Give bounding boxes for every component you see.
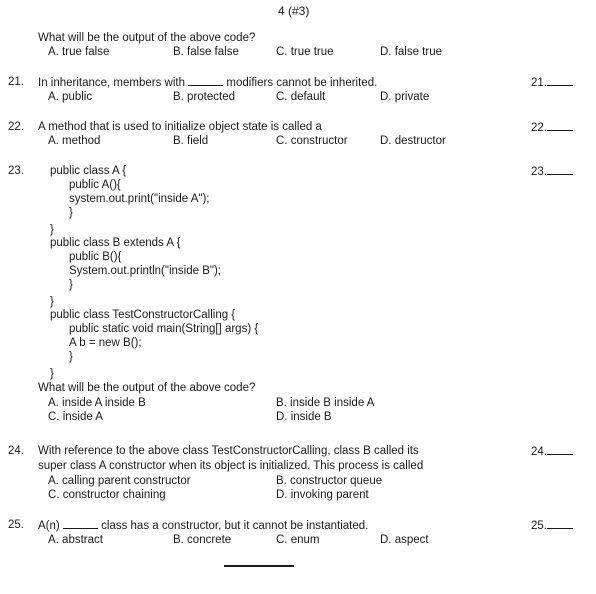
q24-option-b: B. constructor queue	[276, 475, 383, 487]
q20-question: What will be the output of the above code?	[38, 32, 256, 44]
code-line: public static void main(String[] args) {	[69, 323, 259, 335]
q21-option-a: A. public	[48, 91, 93, 103]
q24-option-c: C. constructor chaining	[48, 489, 166, 501]
q21-text-before: In inheritance, members with	[38, 77, 186, 89]
code-line: public class TestConstructorCalling {	[50, 309, 236, 321]
code-line: public class B extends A {	[50, 237, 181, 249]
q25-option-b: B. concrete	[173, 534, 232, 546]
q25-answer-label: 25.	[531, 520, 547, 532]
q25-option-d: D. aspect	[380, 534, 429, 546]
q24-answer-label: 24.	[531, 446, 547, 458]
q25-number: 25.	[8, 519, 24, 531]
q22-option-c: C. constructor	[276, 135, 348, 147]
q25-text-before: A(n)	[38, 520, 60, 532]
q23-option-d: D. inside B	[276, 411, 332, 423]
code-line: A b = new B();	[69, 337, 142, 349]
code-line: public class A {	[50, 165, 127, 177]
q24-number: 24.	[8, 445, 24, 457]
code-line: }	[50, 368, 54, 380]
q21-option-d: D. private	[380, 91, 430, 103]
q21-question	[38, 75, 377, 90]
q24-question-line-1: With reference to the above class TestConstructorCalling, class B called its	[38, 445, 419, 457]
q23-answer-label: 23.	[531, 166, 547, 178]
q25-option-a: A. abstract	[48, 534, 103, 546]
code-line: System.out.println("inside B");	[69, 265, 221, 277]
q22-question: A method that is used to initialize object state is called a	[38, 121, 322, 133]
section-end-rule	[224, 565, 294, 567]
q21-answer-line	[547, 75, 573, 86]
q24-question-line-2: super class A constructor when its object is initialized. This process is called	[38, 460, 424, 472]
q20-option-b: B. false false	[173, 46, 239, 58]
q22-number: 22.	[8, 121, 24, 133]
q21-option-b: B. protected	[173, 91, 236, 103]
q22-option-a: A. method	[48, 135, 101, 147]
q21-answer-label: 21.	[531, 77, 547, 89]
q25-text-after: class has a constructor, but it cannot be instantiated.	[101, 520, 369, 532]
q23-option-c: C. inside A	[48, 411, 103, 423]
q21-text-after: modifiers cannot be inherited.	[226, 77, 378, 89]
q20-option-d: D. false true	[380, 46, 442, 58]
q21-option-c: C. default	[276, 91, 326, 103]
q20-option-a: A. true false	[48, 46, 110, 58]
q25-answer-slot[interactable]	[531, 518, 573, 533]
q25-fill-blank	[63, 518, 98, 529]
code-line: }	[50, 296, 54, 308]
q23-answer-line	[547, 164, 573, 175]
q25-answer-line	[547, 518, 573, 529]
q25-question	[38, 518, 368, 533]
q22-option-b: B. field	[173, 135, 209, 147]
q21-answer-slot[interactable]	[531, 75, 573, 90]
code-line: }	[69, 207, 73, 219]
code-line: system.out.print("inside A");	[69, 193, 210, 205]
page-number: 4 (#3)	[278, 4, 310, 18]
code-line: }	[69, 351, 73, 363]
q23-option-b: B. inside B inside A	[276, 397, 375, 409]
q22-answer-label: 22.	[531, 122, 547, 134]
q22-option-d: D. destructor	[380, 135, 446, 147]
q23-answer-slot[interactable]	[531, 164, 573, 179]
code-line: }	[69, 279, 73, 291]
q23-question: What will be the output of the above code?	[38, 382, 256, 394]
q25-option-c: C. enum	[276, 534, 320, 546]
q24-option-d: D. invoking parent	[276, 489, 369, 501]
q21-fill-blank	[188, 75, 223, 86]
code-line: public B(){	[69, 251, 122, 263]
q21-number: 21.	[8, 76, 24, 88]
q23-option-a: A. inside A inside B	[48, 397, 146, 409]
q20-option-c: C. true true	[276, 46, 334, 58]
q24-option-a: A. calling parent constructor	[48, 475, 191, 487]
q24-answer-slot[interactable]	[531, 444, 573, 459]
q22-answer-slot[interactable]	[531, 120, 573, 135]
q23-number: 23.	[8, 165, 24, 177]
code-line: public A(){	[69, 179, 121, 191]
code-line: }	[50, 224, 54, 236]
q22-answer-line	[547, 120, 573, 131]
q24-answer-line	[547, 444, 573, 455]
